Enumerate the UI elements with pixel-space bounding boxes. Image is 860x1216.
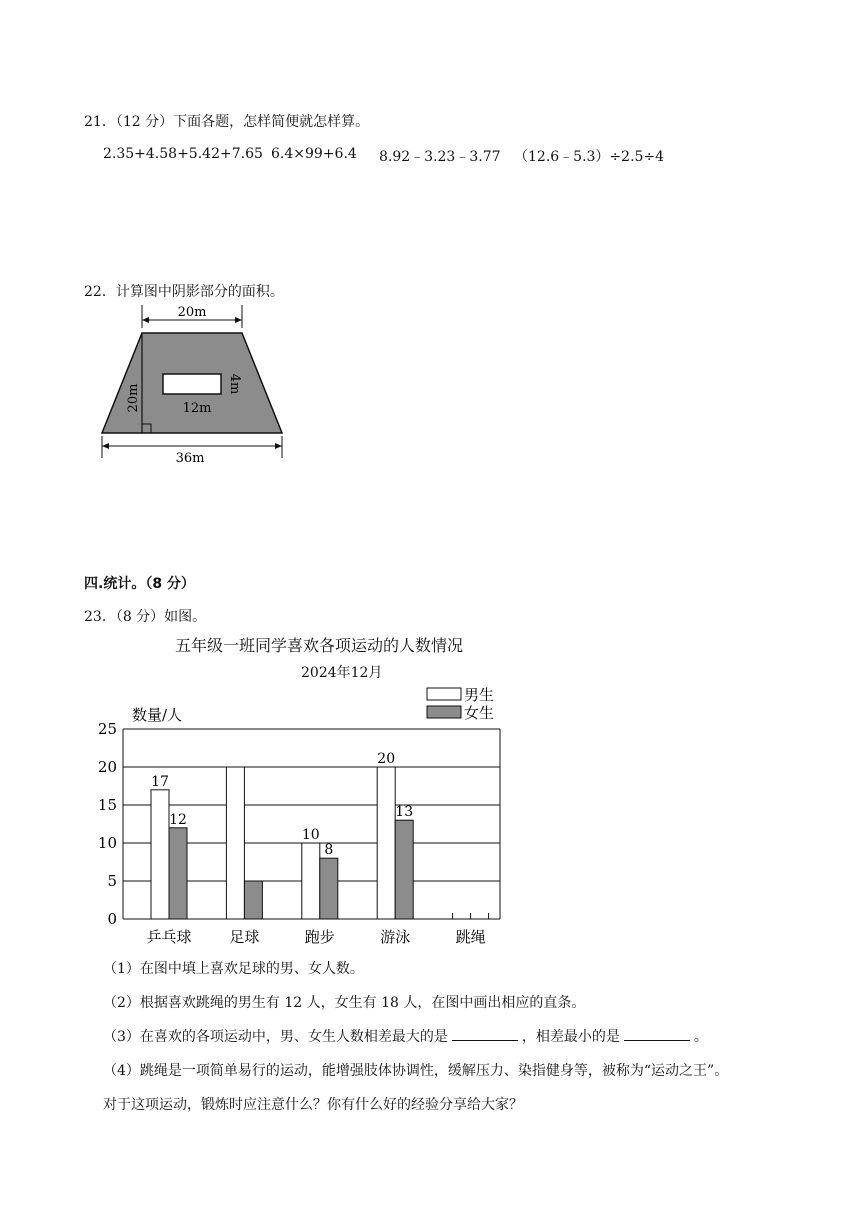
y-tick-label: 0 bbox=[107, 910, 117, 928]
q23-sub-3-line bbox=[103, 1026, 708, 1046]
q23-sub-3-c: 。 bbox=[693, 1029, 708, 1045]
q23-stem-line bbox=[84, 606, 206, 626]
bar bbox=[320, 858, 338, 919]
q22-stem-line bbox=[84, 281, 284, 301]
bar bbox=[151, 790, 169, 919]
y-tick-label: 25 bbox=[97, 720, 117, 738]
section-4-title: 四.统计。（8 分） bbox=[84, 576, 195, 592]
answer-blank-max[interactable] bbox=[452, 1028, 518, 1041]
legend-label: 男生 bbox=[464, 686, 495, 704]
q21-stem: （12 分）下面各题，怎样简便就怎样算。 bbox=[115, 114, 370, 130]
q23-stem: （8 分）如图。 bbox=[115, 609, 207, 625]
q21-expr-3: 8.92﹣3.23﹣3.77 bbox=[379, 149, 501, 165]
x-tick-label: 游泳 bbox=[380, 928, 411, 946]
y-tick-label: 15 bbox=[97, 796, 117, 814]
bar-data-label: 20 bbox=[377, 751, 396, 767]
top-length-label: 20m bbox=[177, 305, 207, 320]
bar bbox=[377, 767, 395, 919]
bar bbox=[302, 843, 320, 919]
y-tick-label: 5 bbox=[107, 872, 117, 890]
q22-number: 22． bbox=[84, 284, 116, 300]
q23-sub-3-b: ，相差最小的是 bbox=[521, 1029, 620, 1045]
q22-stem: 计算图中阴影部分的面积。 bbox=[115, 284, 284, 300]
q23-sub-1: （1）在图中填上喜欢足球的男、女人数。 bbox=[103, 961, 364, 977]
q23-sub-4-cont: 对于这项运动，锻炼时应注意什么？你有什么好的经验分享给大家？ bbox=[103, 1097, 523, 1113]
bar-chart bbox=[90, 680, 510, 950]
q23-sub-4: （4）跳绳是一项简单易行的运动，能增强肢体协调性，缓解压力、染指健身等，被称为“运动之王”。 bbox=[103, 1063, 729, 1079]
y-tick-label: 10 bbox=[97, 834, 117, 852]
q21-expr-1: 2.35+4.58+5.42+7.65 bbox=[103, 146, 263, 162]
bar bbox=[226, 767, 244, 919]
x-tick-label: 乒乓球 bbox=[146, 928, 192, 946]
legend-label: 女生 bbox=[464, 704, 495, 722]
rect-width-label: 12m bbox=[182, 401, 212, 416]
bar bbox=[395, 820, 413, 919]
q21-expr-4: （12.6﹣5.3）÷2.5÷4 bbox=[514, 149, 665, 165]
bottom-length-label: 36m bbox=[175, 451, 205, 466]
bar-data-label: 13 bbox=[395, 804, 414, 821]
bar bbox=[244, 881, 262, 919]
x-tick-label: 足球 bbox=[229, 928, 260, 946]
q21-number: 21． bbox=[84, 114, 116, 130]
q23-sub-2: （2）根据喜欢跳绳的男生有 12 人，女生有 18 人，在图中画出相应的直条。 bbox=[103, 995, 586, 1011]
inner-rectangle bbox=[163, 374, 221, 394]
x-tick-label: 跳绳 bbox=[455, 928, 486, 946]
q23-number: 23． bbox=[84, 609, 116, 625]
bar-data-label: 17 bbox=[151, 773, 169, 790]
chart-title: 五年级一班同学喜欢各项运动的人数情况 bbox=[175, 636, 464, 655]
rect-height-label: 4m bbox=[227, 373, 242, 395]
bar-data-label: 12 bbox=[169, 811, 187, 828]
legend-swatch bbox=[427, 706, 461, 718]
y-tick-label: 20 bbox=[97, 758, 117, 776]
q23-sub-3-a: （3）在喜欢的各项运动中，男、女生人数相差最大的是 bbox=[103, 1029, 448, 1045]
answer-blank-min[interactable] bbox=[624, 1028, 690, 1041]
q21-expr-2: 6.4×99+6.4 bbox=[271, 146, 357, 162]
height-label: 20m bbox=[126, 383, 141, 413]
bar-data-label: 8 bbox=[324, 842, 334, 859]
chart-subtitle: 2024年12月 bbox=[301, 665, 383, 681]
bar-data-label: 10 bbox=[301, 827, 320, 843]
trapezoid-figure bbox=[95, 300, 295, 470]
q21-stem-line bbox=[84, 111, 369, 131]
bar bbox=[169, 828, 187, 919]
legend-swatch bbox=[427, 688, 461, 700]
x-tick-label: 跑步 bbox=[304, 928, 335, 946]
y-axis-label: 数量/人 bbox=[132, 706, 183, 724]
